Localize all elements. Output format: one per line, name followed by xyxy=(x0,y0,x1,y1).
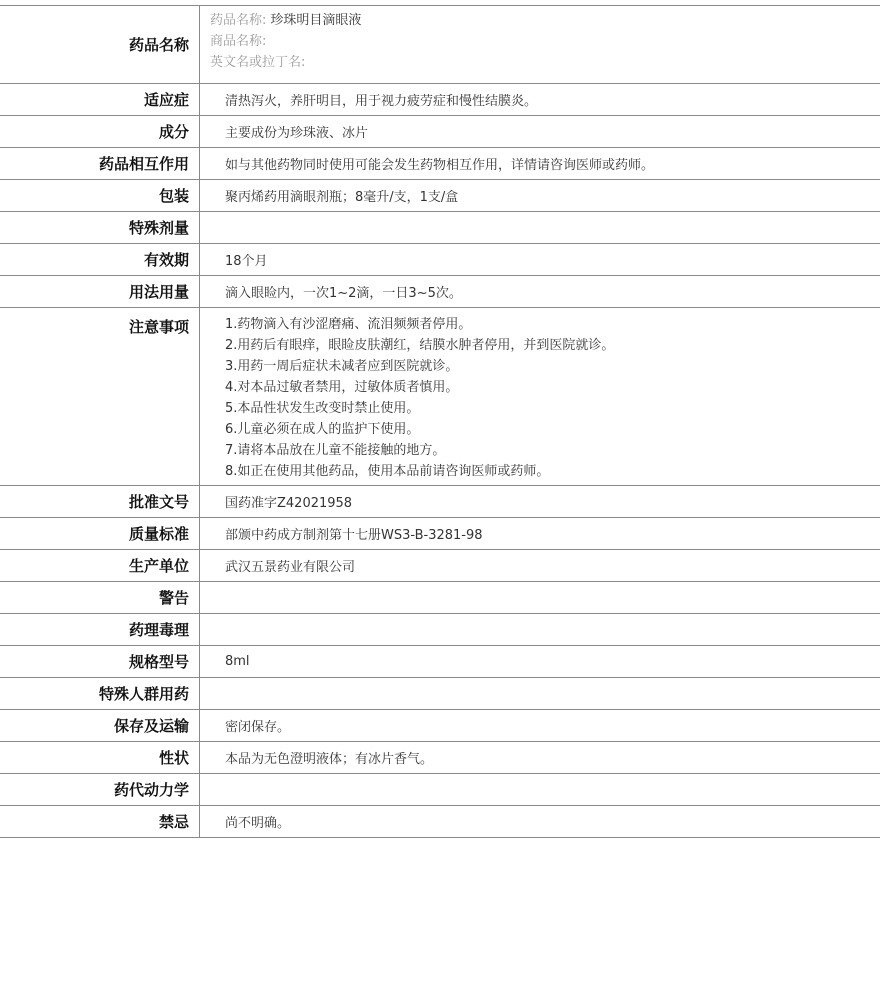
row-label: 性状 xyxy=(0,742,200,773)
row-label: 批准文号 xyxy=(0,486,200,517)
row-value: 如与其他药物同时使用可能会发生药物相互作用，详情请咨询医师或药师。 xyxy=(225,158,655,173)
row-label: 禁忌 xyxy=(0,806,200,837)
row-quality-standard xyxy=(0,518,880,550)
row-value: 18个月 xyxy=(225,254,268,269)
row-interactions xyxy=(0,148,880,180)
drug-info-table xyxy=(0,5,880,838)
row-label: 药理毒理 xyxy=(0,614,200,645)
row-value xyxy=(200,212,880,243)
row-value: 聚丙烯药用滴眼剂瓶；8毫升/支，1支/盒 xyxy=(225,190,459,205)
row-drug-name xyxy=(0,6,880,84)
row-approval-number xyxy=(0,486,880,518)
row-label: 成分 xyxy=(0,116,200,147)
row-specification xyxy=(0,646,880,678)
generic-name-key: 药品名称: xyxy=(210,13,267,28)
row-pharmacokinetics xyxy=(0,774,880,806)
drug-name-values xyxy=(200,6,880,83)
list-item: 1.药物滴入有沙涩磨痛、流泪频频者停用。 xyxy=(225,317,472,332)
generic-name-value: 珍珠明目滴眼液 xyxy=(270,13,362,28)
row-label: 质量标准 xyxy=(0,518,200,549)
row-precautions xyxy=(0,308,880,486)
row-label: 药代动力学 xyxy=(0,774,200,805)
generic-name-line xyxy=(210,12,361,30)
row-manufacturer xyxy=(0,550,880,582)
list-item: 2.用药后有眼痒，眼睑皮肤潮红，结膜水肿者停用，并到医院就诊。 xyxy=(225,338,615,353)
row-value: 清热泻火，养肝明目，用于视力疲劳症和慢性结膜炎。 xyxy=(225,94,538,109)
row-value: 尚不明确。 xyxy=(225,816,291,831)
row-appearance xyxy=(0,742,880,774)
list-item: 3.用药一周后症状未减者应到医院就诊。 xyxy=(225,359,459,374)
list-item: 8.如正在使用其他药品，使用本品前请咨询医师或药师。 xyxy=(225,464,550,479)
row-value: 国药准字Z42021958 xyxy=(225,496,353,511)
row-value xyxy=(200,678,880,709)
row-shelf-life xyxy=(0,244,880,276)
trade-name-key: 商品名称: xyxy=(210,34,267,49)
list-item: 4.对本品过敏者禁用，过敏体质者慎用。 xyxy=(225,380,459,395)
row-value: 主要成份为珍珠液、冰片 xyxy=(225,126,369,141)
row-indications xyxy=(0,84,880,116)
row-special-dosage xyxy=(0,212,880,244)
row-pharmacology xyxy=(0,614,880,646)
row-label: 特殊剂量 xyxy=(0,212,200,243)
precautions-list xyxy=(200,308,880,485)
row-label: 特殊人群用药 xyxy=(0,678,200,709)
row-value: 本品为无色澄明液体；有冰片香气。 xyxy=(225,752,434,767)
row-packaging xyxy=(0,180,880,212)
row-value: 密闭保存。 xyxy=(225,720,291,735)
row-value: 部颁中药成方制剂第十七册WS3-B-3281-98 xyxy=(225,528,483,543)
row-contraindications xyxy=(0,806,880,838)
row-ingredients xyxy=(0,116,880,148)
row-value: 武汉五景药业有限公司 xyxy=(225,560,356,575)
row-value xyxy=(200,774,880,805)
row-storage xyxy=(0,710,880,742)
row-value xyxy=(200,582,880,613)
list-item: 7.请将本品放在儿童不能接触的地方。 xyxy=(225,443,446,458)
row-label: 有效期 xyxy=(0,244,200,275)
trade-name-line xyxy=(210,33,270,51)
row-label: 保存及运输 xyxy=(0,710,200,741)
row-value xyxy=(200,614,880,645)
row-dosage xyxy=(0,276,880,308)
row-value: 滴入眼睑内，一次1~2滴，一日3~5次。 xyxy=(225,286,462,301)
row-label: 用法用量 xyxy=(0,276,200,307)
english-name-key: 英文名或拉丁名: xyxy=(210,55,306,70)
row-label: 规格型号 xyxy=(0,646,200,677)
row-label: 药品相互作用 xyxy=(0,148,200,179)
row-label: 警告 xyxy=(0,582,200,613)
row-warning xyxy=(0,582,880,614)
row-label: 生产单位 xyxy=(0,550,200,581)
row-value: 8ml xyxy=(225,654,250,669)
english-name-line xyxy=(210,54,309,72)
row-label: 适应症 xyxy=(0,84,200,115)
row-label: 注意事项 xyxy=(0,308,200,485)
row-label: 包装 xyxy=(0,180,200,211)
list-item: 5.本品性状发生改变时禁止使用。 xyxy=(225,401,420,416)
row-special-populations xyxy=(0,678,880,710)
list-item: 6.儿童必须在成人的监护下使用。 xyxy=(225,422,420,437)
row-label: 药品名称 xyxy=(0,6,200,83)
